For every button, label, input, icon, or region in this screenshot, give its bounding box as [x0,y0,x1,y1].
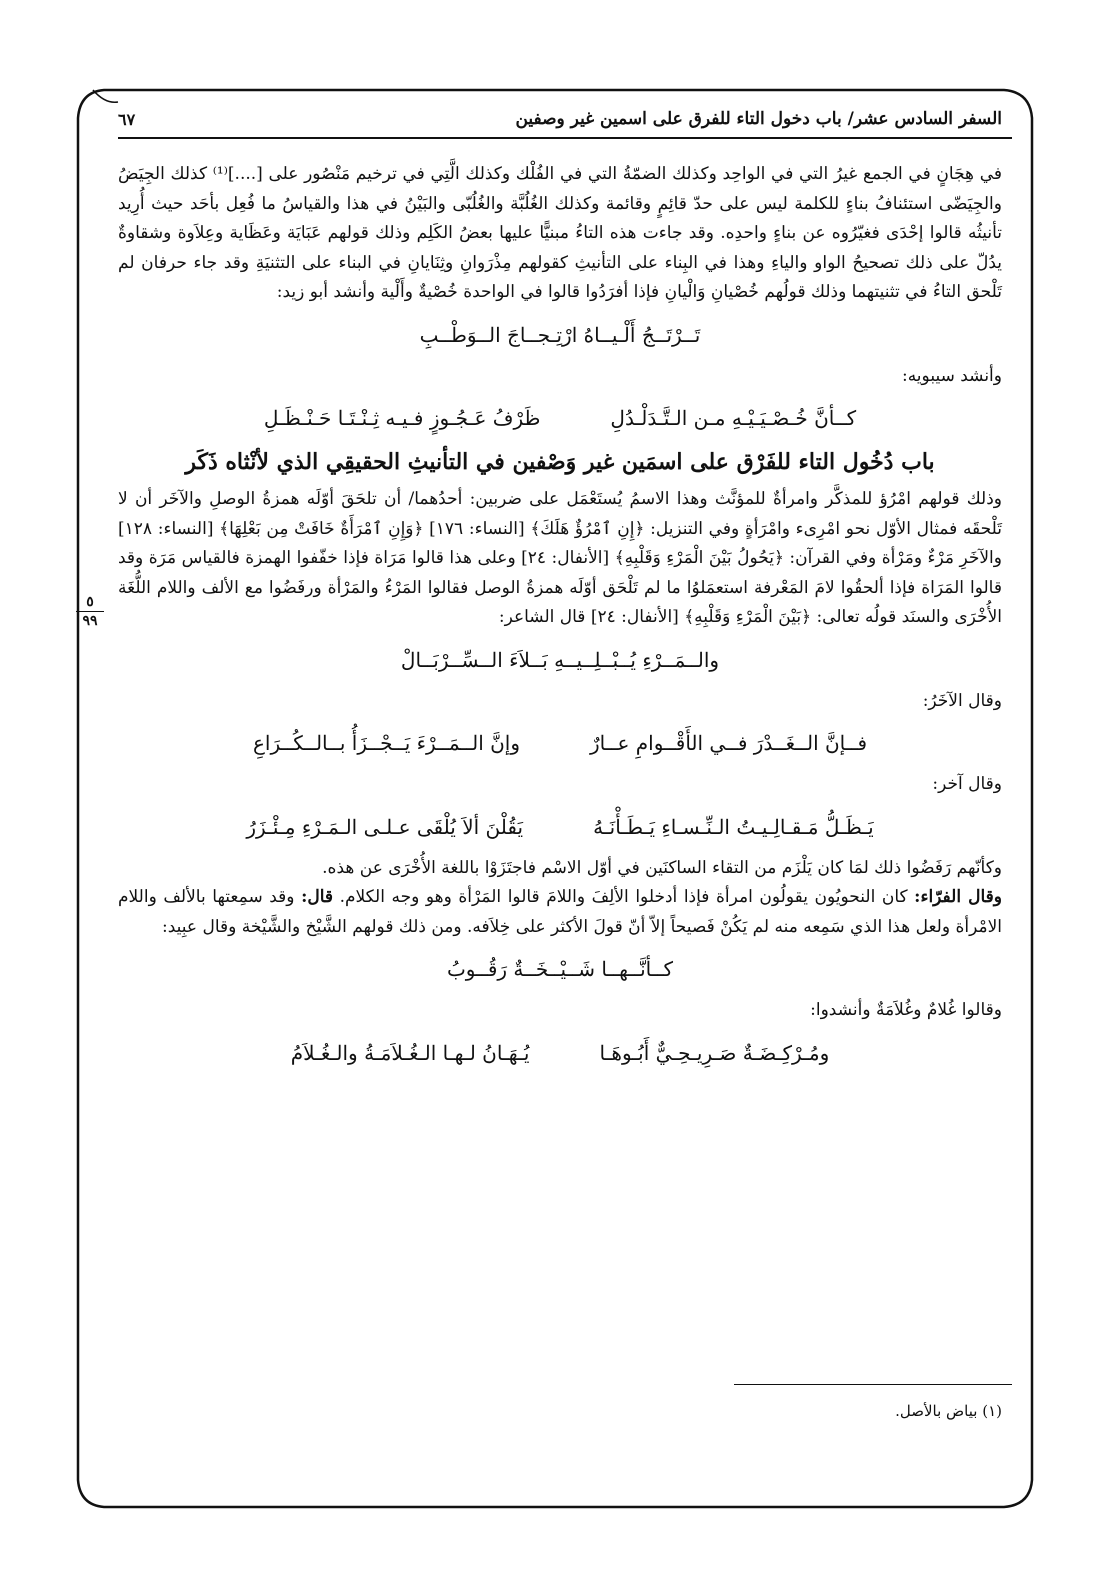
footnote [895,1402,1002,1420]
verse-couplet [118,403,1002,433]
paragraph-qal: قال: [301,887,334,907]
verse-hemistich-second: يُـهَـانُ لـهـا الـغُـلاَمَـةُ والـغُـلاَمُ [290,1040,530,1065]
paragraph-lead: وقال الفرّاء: [914,887,1002,907]
verse-hemistich-second: يَقُلْنَ ألاَ يُلْقَى عـلـى الـمَـرْءِ مِـئْـزَرُ [246,814,524,839]
verse-hemistich-first: كــأنَّ خُـصْـيَـيْـهِ مـن الـتَّـدَلْـدُلِ [610,406,857,430]
footnote-text: بياض بالأصل. [895,1402,978,1420]
running-header [118,100,1002,138]
page-number: ٦٧ [118,109,136,129]
verse-hemistich-second: وإنَّ الــمَــرْءَ يَــجْــزَأُ بــالــكُــرَاعِ [252,731,521,755]
main-text [118,160,1002,1080]
paragraph: وذلك قولهم امْرُؤ للمذكَّر وامرأةٌ للمؤنَّث وهذا الاسمُ يُستَعْمَل على ضربين: أحدُهما/ أن تلحَقَ أوّلَه همزةُ الوصلِ والآخَر أن لا تَلْحقَه فمثال الأوّل نحو امْرِىء وامْرَأةٍ وفي التنزيل: ﴿إِنِ ٱمْرُؤٌ هَلَكَ﴾ [النساء: ١٧٦] ﴿وَإِنِ ٱمْرَأَةٌ خَافَتْ مِن بَعْلِهَا﴾ [النساء: ١٢٨] والآخَرِ مَرْءٌ ومَرْأة وفي القرآن: ﴿يَحُولُ بَيْنَ الْمَرْءِ وَقَلْبِهِ﴾ [الأنفال: ٢٤] وعلى هذا قالوا مَرَاة فإذا خفّفوا الهمزة فالقياس مَرَة وقد قالوا المَرَاة فإذا ألحقُوا لامَ المَعْرفة استعمَلوُا ما لم تَلْحَق أوّلَه همزةُ الوصل فقالوا المَرْءُ والمَرْأة ورفَضُوا مع الألف واللام اللُّغَة الأُخْرَى والسنَد قولُه تعالى: ﴿بَيْنَ الْمَرْءِ وَقَلْبِهِ﴾ [الأنفال: ٢٤] قال الشاعر: [118,489,1002,627]
paragraph: في هِجَانٍ في الجمع غيرُ التي في الواحِد وكذلك الضمّةُ التي في الفُلْك وكذلك الَّتِي في ترخيم مَنْصُور على [....]⁽¹⁾ كذلك الجِيَضُ والجِيَضّى استئنافُ بناءٍ للكلمة ليس على حدّ قائِمٍ وقائمة وكذلك الغُلُبَّة والغُلُبّى والبَيْنُ في هذا والقياسُ ما فُعِل بأحَد حيث أُرِيد تأنيثُه قالوا إحْدَى فغيّرُوه عن بناءٍ واحدِه. وقد جاءت هذه التاءُ مبنيًّا عليها بعضُ الكَلِم وذلك قولهم عَبَايَة وعَظَاية وعِلاَوة وشقاوةٌ يدُلّ على ذلك تصحيحُ الواو والياءِ وهذا في البِناء على التأنيثِ كقولهم مِذْرَوانِ وثِنَايانِ في البناء على التثنيَةِ وقد جاء حرفان لم تَلْحق التاءُ في تثنيتهما وذلك قولُهم خُصْيانِ وَالْيانِ فإذا أفرَدُوا قالوا في الواحدة خُصْيةٌ وأَلْية وأنشد أبو زيد: [118,164,1002,302]
verse-intro: وقال آخر: [932,774,1002,794]
verse-couplet [118,1038,1002,1068]
verse-hemistich-second: ظَرْفُ عَـجُـوزٍ فـيـه ثِـنْـتَـا حَـنْـظَـلِ [263,406,541,430]
margin-manuscript-reference [76,594,104,629]
paragraph-text: كان النحويُون يقولُون امرأة فإذا أدخلوا الألِفَ واللامَ قالوا المَرْأة وهو وجه الكلام. [333,887,915,907]
verse-intro: وأنشد سيبويه: [901,365,1002,386]
footnote-divider [734,1384,1012,1385]
verse-line: تَــرْتَــجُ أَلْـيــاهُ ارْتِـجــاجَ الــوَطْــبِ [419,322,701,347]
verse-hemistich-first: يَـظَـلُّ مَـقـالِـيـتُ الـنِّـسـاءِ يَـطَـأْنَـهُ [593,814,874,839]
paragraph: وكأنّهم رَفَضُوا ذلك لمَا كان يَلْزَم من التقاء الساكنَين في أوّل الاسْم فاجتَزَوْا باللغة الأُخْرَى عن هذه. [322,857,1002,878]
verse-hemistich-first: ومُـرْكِـضَـةٌ صَـرِيـحِـيٌّ أَبُـوهَـا [599,1040,830,1065]
header-title: السفر السادس عشر/ باب دخول التاء للفرق على اسمين غير وصفين [515,109,1002,129]
verse-couplet [118,812,1002,842]
verse-couplet [118,728,1002,758]
verse-intro: وقالوا غُلامٌ وغُلاَمَةٌ وأنشدوا: [810,1000,1002,1020]
chapter-title: باب دُخُول التاء للفَرْق على اسمَين غير وَصْفين في التأنيثِ الحقيقِي الذي لأنْثاه ذَكَر [185,449,935,475]
paragraph-text: وقد سمِعتها بالألف واللام الامْرأة ولعل هذا الذي سَمِعه منه لم يَكُنْ فَصيحاً إلاّ أنّ قولَ الأكثر على خِلاَفه. ومن ذلك قولهم الشَّيْخ والشَّيْخة وقال عبِيد: [118,887,1002,937]
footnote-number: (١) [982,1402,1002,1420]
margin-ref-divider [76,611,104,612]
verse-line: كــأنَّــهــا شَــيْــخَــةٌ رَقُــوبُ [446,957,674,981]
margin-ref-bottom: ٩٩ [82,613,98,629]
verse-intro: وقال الآخَرُ: [922,690,1002,711]
verse-hemistich-first: فــإنَّ الــغَــدْرَ فــي الأَقْــوامِ عــارٌ [590,731,868,755]
verse-line: والــمَــرْءِ يُــبْــلِــيــهِ بَــلاَءَ الــسِّــرْبَــالْ [400,647,720,672]
paragraph [118,883,1002,942]
margin-ref-top: ٥ [86,594,94,610]
